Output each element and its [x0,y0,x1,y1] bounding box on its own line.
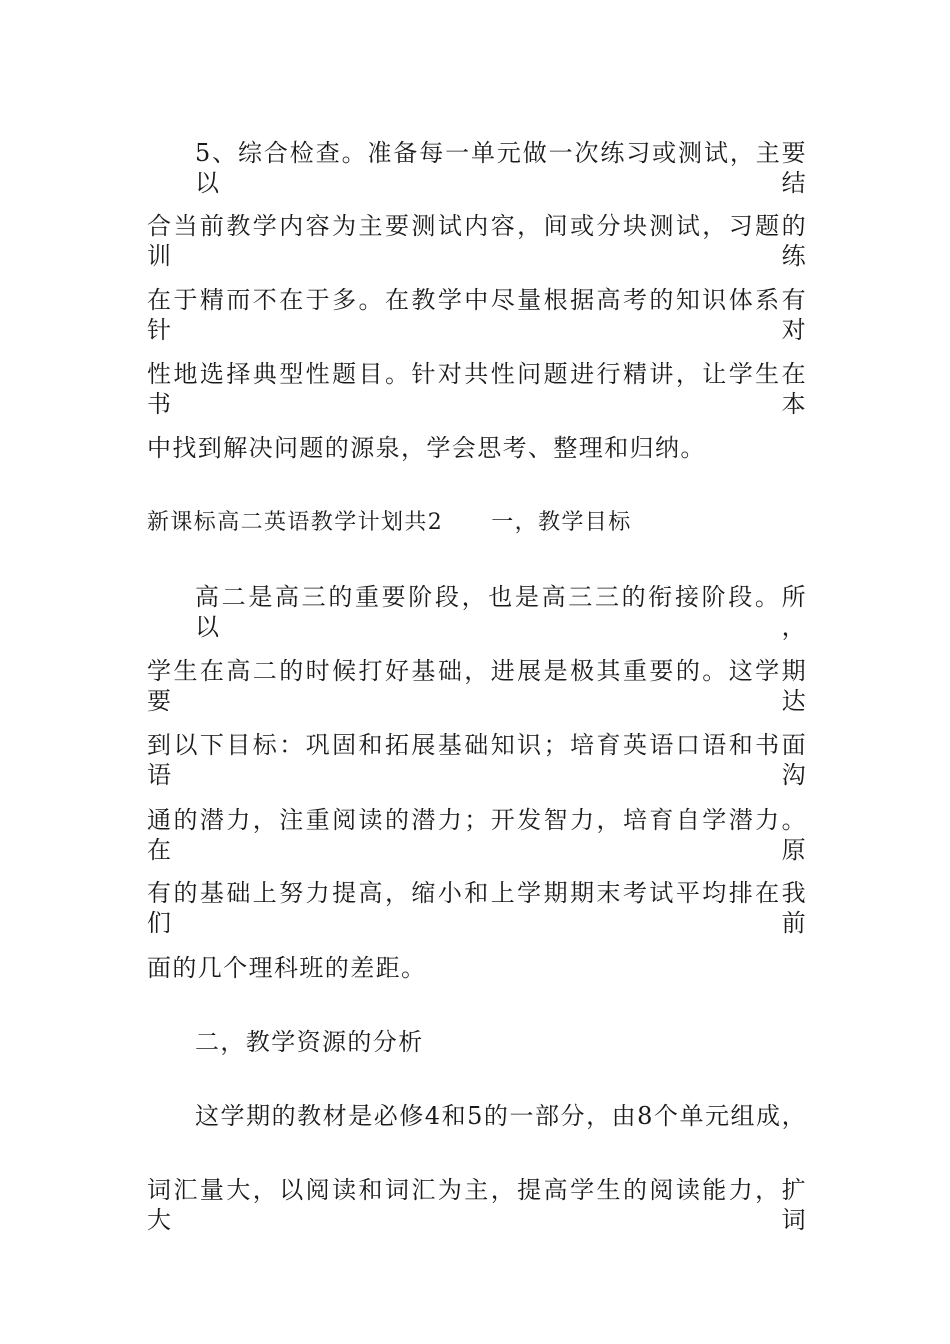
para1-line-2: 合当前教学内容为主要测试内容，间或分块测试，习题的训练 [147,212,807,270]
para1-line-3: 在于精而不在于多。在教学中尽量根据高考的知识体系有针对 [147,286,807,344]
para1-line-1: 5、综合检查。准备每一单元做一次练习或测试，主要以结 [195,139,807,197]
para2-line-4: 通的潜力，注重阅读的潜力；开发智力，培育自学潜力。在原 [147,806,807,864]
section1-heading: 一，教学目标 [491,510,632,535]
para2-line-3: 到以下目标：巩固和拓展基础知识；培育英语口语和书面语沟 [147,731,807,789]
para2-line-6: 面的几个理科班的差距。 [147,954,427,982]
para1-line-5: 中找到解决问题的源泉，学会思考、整理和归纳。 [147,434,706,462]
para3-line-1: 这学期的教材是必修4和5的一部分，由8个单元组成， [195,1102,807,1130]
para1-line-4: 性地选择典型性题目。针对共性问题进行精讲，让学生在书本 [147,360,807,418]
document-title: 新课标高二英语教学计划共2 [147,510,444,535]
document-title-line [147,508,807,538]
para2-line-1: 高二是高三的重要阶段，也是高三三的衔接阶段。所以， [195,583,807,641]
para2-line-2: 学生在高二的时候打好基础，进展是极其重要的。这学期要达 [147,657,807,715]
para3-line-2: 词汇量大，以阅读和词汇为主，提高学生的阅读能力，扩大词 [147,1176,807,1234]
para2-line-5: 有的基础上努力提高，缩小和上学期期末考试平均排在我们前 [147,879,807,937]
section2-heading: 二，教学资源的分析 [195,1028,424,1056]
